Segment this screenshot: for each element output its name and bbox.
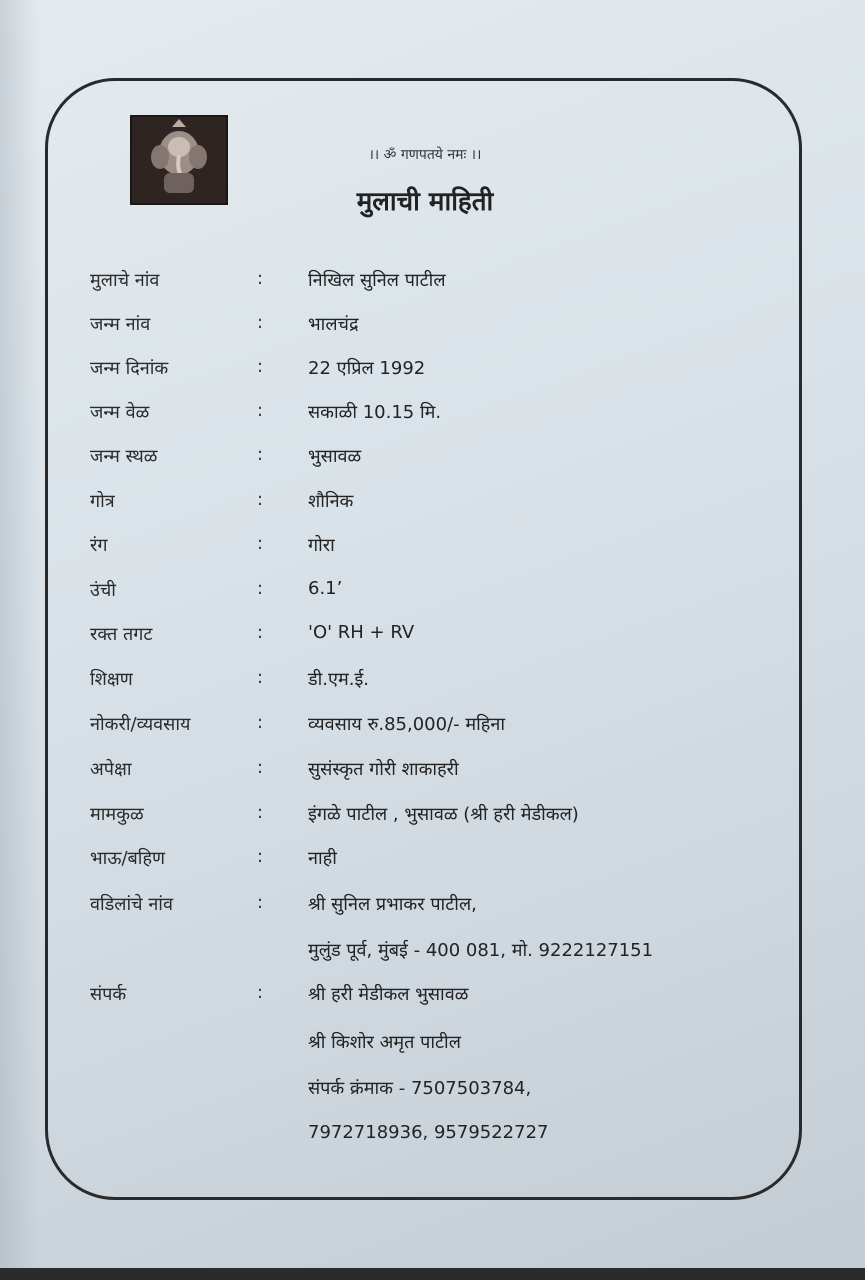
detail-value: सकाळी 10.15 मि.	[308, 402, 442, 423]
detail-row-birth-name	[90, 312, 810, 352]
detail-row-father-name	[90, 892, 810, 932]
detail-value: 22 एप्रिल 1992	[308, 358, 426, 379]
detail-label: जन्म नांव	[90, 314, 151, 335]
detail-value: भालचंद्र	[308, 314, 359, 335]
detail-colon: :	[257, 802, 264, 823]
detail-value: भुसावळ	[308, 446, 362, 467]
detail-colon: :	[257, 312, 264, 333]
detail-value: गोरा	[308, 535, 335, 556]
contact-line: 7972718936, 9579522727	[308, 1122, 549, 1143]
detail-row-gotra	[90, 489, 810, 529]
detail-row-siblings	[90, 846, 810, 886]
detail-row-maternal-family	[90, 802, 810, 842]
detail-colon: :	[257, 846, 264, 867]
detail-row-expectation	[90, 757, 810, 797]
detail-value: श्री सुनिल प्रभाकर पाटील,	[308, 894, 477, 915]
detail-value: सुसंस्कृत गोरी शाकाहरी	[308, 759, 459, 780]
detail-colon: :	[257, 622, 264, 643]
detail-colon: :	[257, 533, 264, 554]
detail-label: संपर्क	[90, 984, 127, 1005]
detail-row-name	[90, 268, 810, 308]
bottom-edge	[0, 1268, 865, 1280]
detail-colon: :	[257, 444, 264, 465]
father-address-line: मुलुंड पूर्व, मुंबई - 400 081, मो. 9222127151	[308, 940, 654, 961]
detail-row-height	[90, 578, 810, 618]
detail-value: डी.एम.ई.	[308, 669, 370, 690]
detail-label: रंग	[90, 535, 108, 556]
page-title: मुलाची माहिती	[356, 187, 494, 217]
detail-value: व्यवसाय रु.85,000/- महिना	[308, 714, 505, 735]
detail-row-birth-time	[90, 400, 810, 440]
ganesha-image	[130, 115, 228, 205]
detail-row-education	[90, 667, 810, 707]
detail-colon: :	[257, 356, 264, 377]
invocation-line: ।। ॐ गणपतये नमः ।।	[368, 147, 482, 163]
detail-colon: :	[257, 578, 264, 599]
detail-row-occupation	[90, 712, 810, 752]
detail-label: मुलाचे नांव	[90, 270, 160, 291]
detail-label: जन्म दिनांक	[90, 358, 169, 379]
detail-value: शौनिक	[308, 491, 354, 512]
detail-label: नोकरी/व्यवसाय	[90, 714, 191, 735]
contact-line: श्री किशोर अमृत पाटील	[308, 1032, 461, 1053]
detail-value: इंगळे पाटील , भुसावळ (श्री हरी मेडीकल)	[308, 804, 579, 825]
detail-label: गोत्र	[90, 491, 115, 512]
detail-colon: :	[257, 712, 264, 733]
detail-colon: :	[257, 982, 264, 1003]
detail-colon: :	[257, 400, 264, 421]
detail-colon: :	[257, 667, 264, 688]
detail-label: उंची	[90, 580, 116, 601]
detail-label: मामकुळ	[90, 804, 144, 825]
detail-row-birth-date	[90, 356, 810, 396]
detail-colon: :	[257, 892, 264, 913]
detail-colon: :	[257, 268, 264, 289]
page-shadow	[0, 0, 40, 1280]
detail-colon: :	[257, 757, 264, 778]
detail-label: जन्म वेळ	[90, 402, 150, 423]
detail-label: अपेक्षा	[90, 759, 132, 780]
detail-label: रक्त तगट	[90, 624, 153, 645]
detail-value: 'O' RH + RV	[308, 622, 415, 643]
detail-row-birth-place	[90, 444, 810, 484]
detail-value: 6.1’	[308, 578, 343, 599]
detail-value: नाही	[308, 848, 337, 869]
detail-row-contact	[90, 982, 810, 1022]
contact-line: संपर्क क्रंमाक - 7507503784,	[308, 1078, 532, 1099]
detail-label: जन्म स्थळ	[90, 446, 158, 467]
detail-label: भाऊ/बहिण	[90, 848, 166, 869]
detail-label: वडिलांचे नांव	[90, 894, 173, 915]
detail-value: श्री हरी मेडीकल भुसावळ	[308, 984, 469, 1005]
detail-colon: :	[257, 489, 264, 510]
detail-label: शिक्षण	[90, 669, 133, 690]
detail-value: निखिल सुनिल पाटील	[308, 270, 446, 291]
detail-row-blood-group	[90, 622, 810, 662]
detail-row-complexion	[90, 533, 810, 573]
